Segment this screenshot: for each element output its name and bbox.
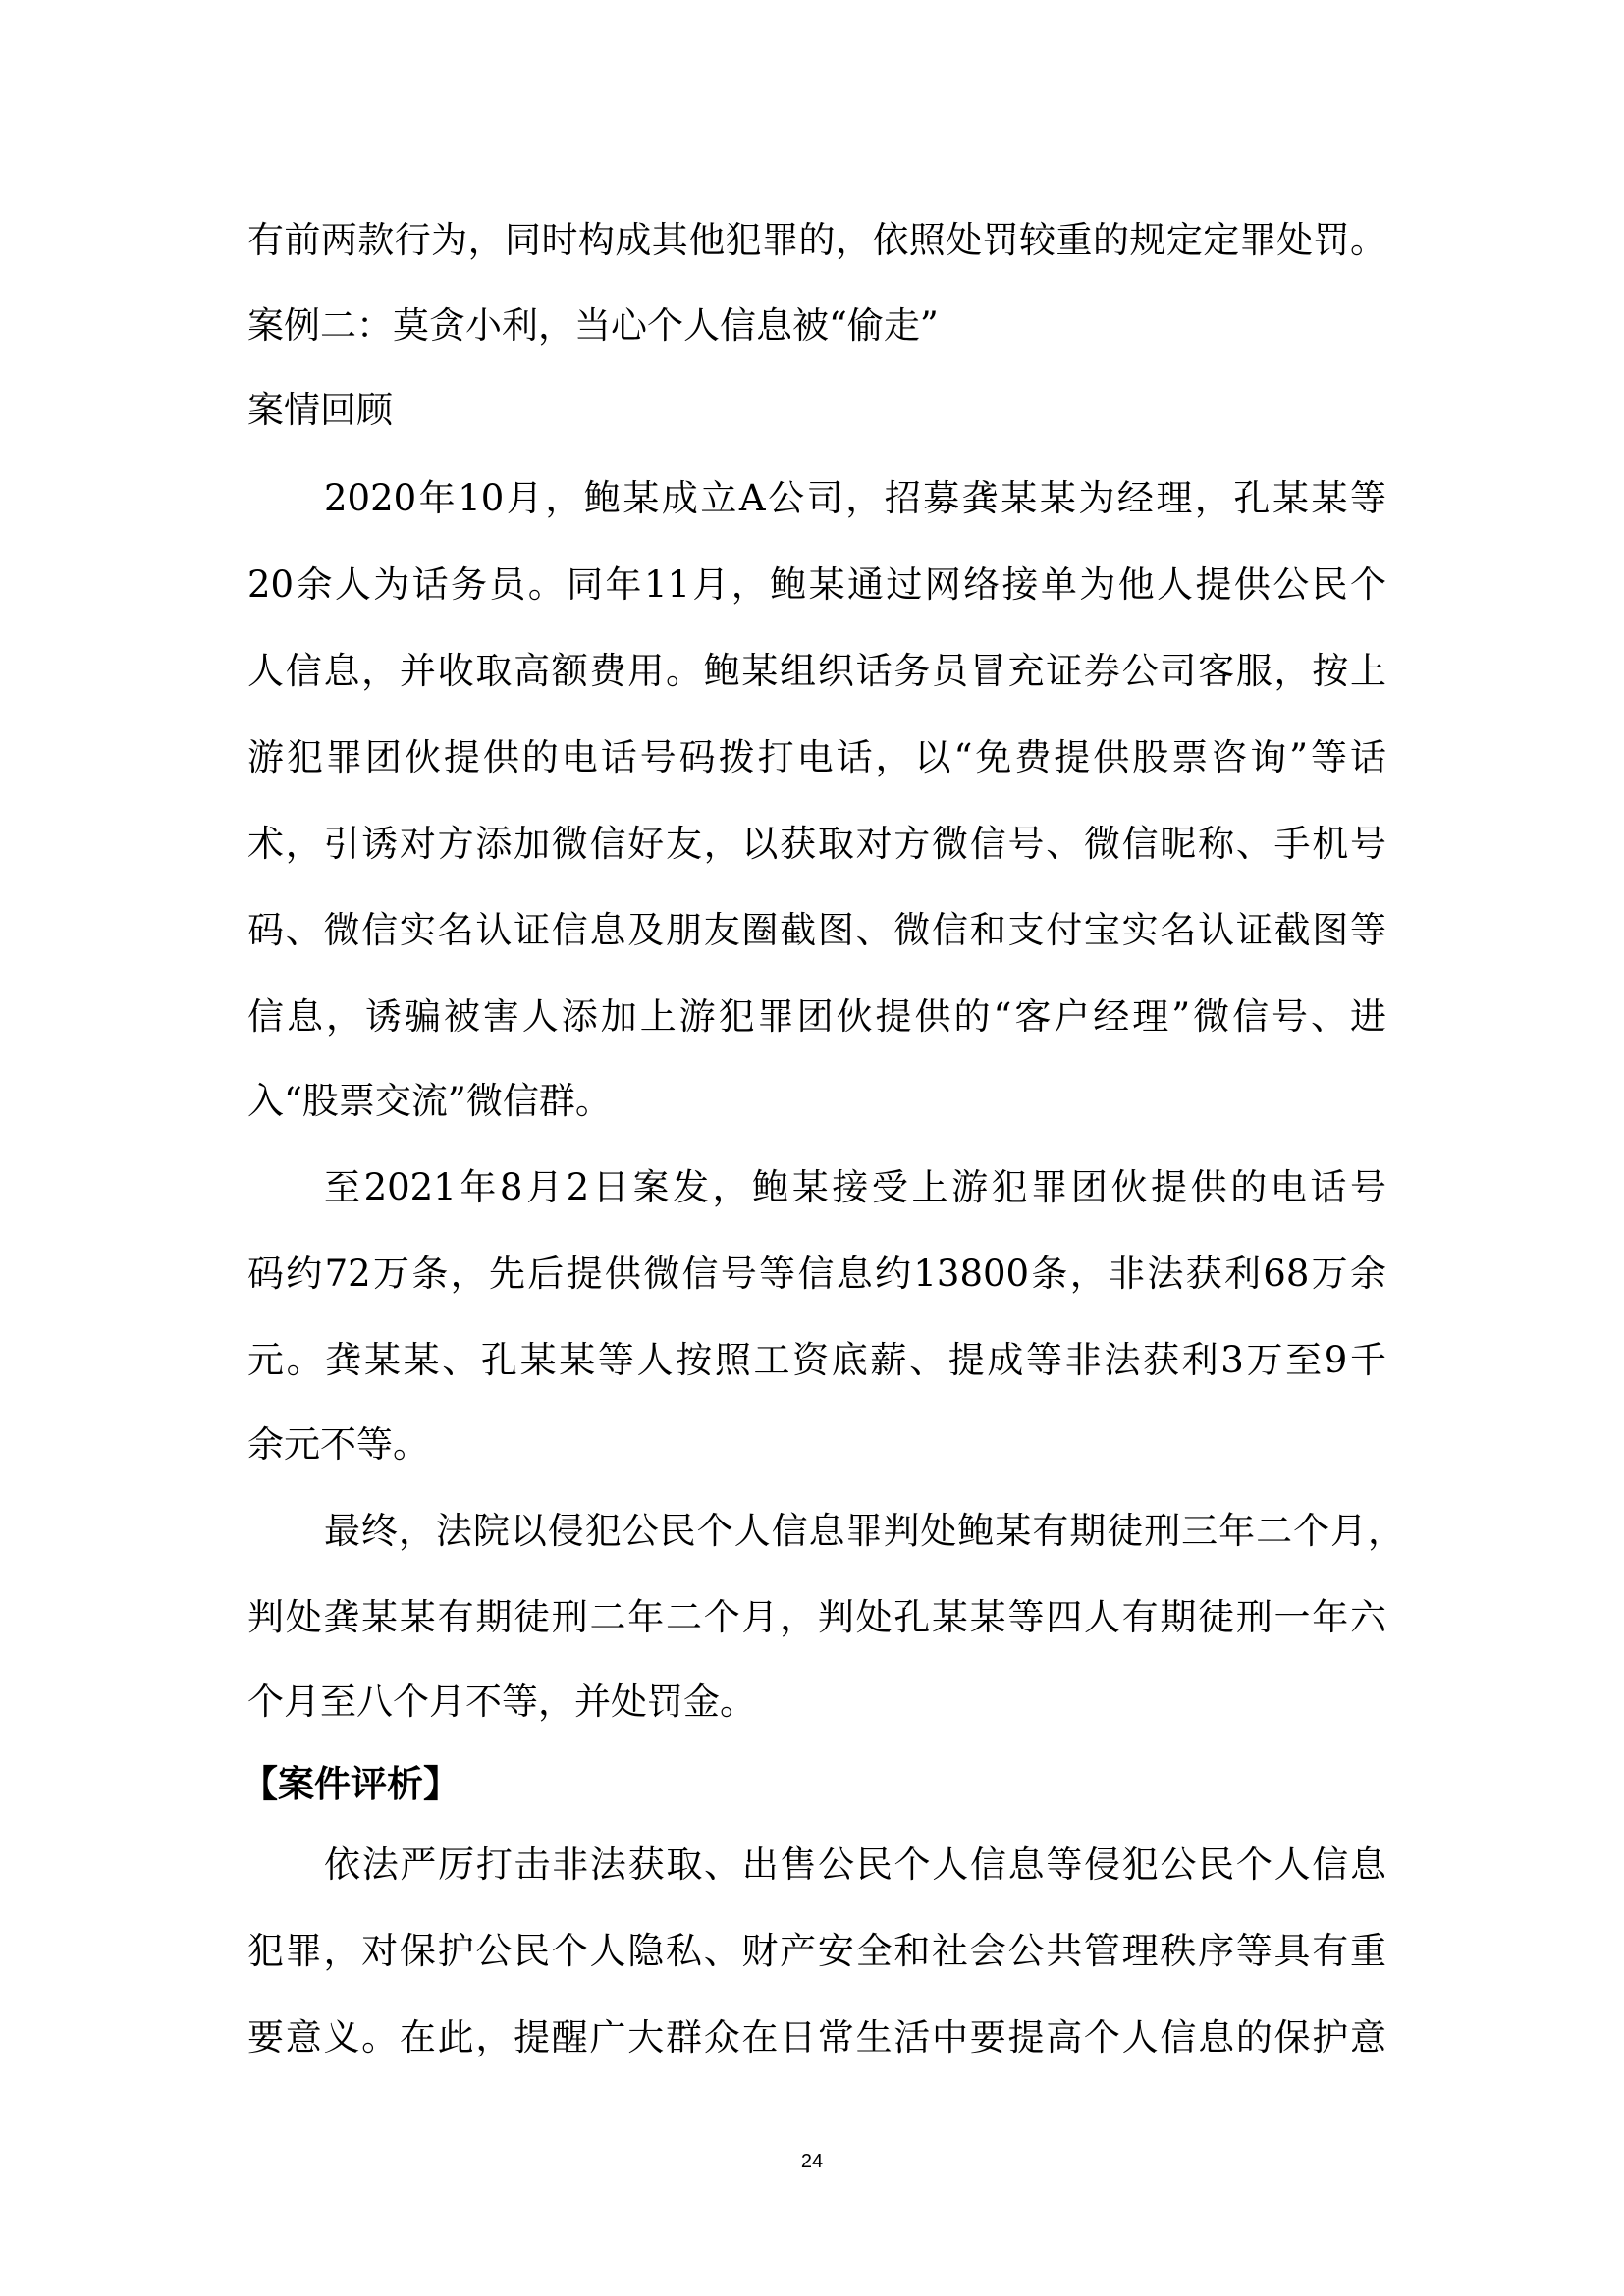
paragraph-line: 个月至八个月不等，并处罚金。 (247, 1681, 756, 1723)
paragraph-line: 最终，法院以侵犯公民个人信息罪判处鲍某有期徒刑三年二个月， (324, 1510, 1404, 1552)
paragraph-line: 人信息，并收取高额费用。鲍某组织话务员冒充证券公司客服，按上 (247, 650, 1386, 692)
intro-line: 有前两款行为，同时构成其他犯罪的，依照处罚较重的规定定罪处罚。 (247, 219, 1386, 261)
paragraph-line: 20余人为话务员。同年11月，鲍某通过网络接单为他人提供公民个 (247, 563, 1386, 606)
paragraph-line: 犯罪，对保护公民个人隐私、财产安全和社会公共管理秩序等具有重 (247, 1930, 1386, 1972)
analysis-heading: 【案件评析】 (242, 1763, 460, 1805)
paragraph-line: 2020年10月，鲍某成立A公司，招募龚某某为经理，孔某某等 (324, 477, 1386, 519)
paragraph-line: 术，引诱对方添加微信好友，以获取对方微信号、微信昵称、手机号 (247, 823, 1386, 865)
paragraph-line: 依法严厉打击非法获取、出售公民个人信息等侵犯公民个人信息 (324, 1843, 1386, 1886)
paragraph-line: 元。龚某某、孔某某等人按照工资底薪、提成等非法获利3万至9千 (247, 1339, 1386, 1381)
paragraph-line: 至2021年8月2日案发，鲍某接受上游犯罪团伙提供的电话号 (324, 1166, 1386, 1208)
paragraph-line: 入“股票交流”微信群。 (247, 1080, 612, 1122)
case-title: 案例二：莫贪小利，当心个人信息被“偷走” (247, 304, 939, 347)
paragraph-line: 码、微信实名认证信息及朋友圈截图、微信和支付宝实名认证截图等 (247, 909, 1386, 951)
paragraph-line: 判处龚某某有期徒刑二年二个月，判处孔某某等四人有期徒刑一年六 (247, 1596, 1386, 1638)
paragraph-line: 信息，诱骗被害人添加上游犯罪团伙提供的“客户经理”微信号、进 (247, 995, 1386, 1038)
paragraph-line: 游犯罪团伙提供的电话号码拨打电话，以“免费提供股票咨询”等话 (247, 736, 1386, 778)
paragraph-line: 码约72万条，先后提供微信号等信息约13800条，非法获利68万余 (247, 1253, 1386, 1295)
paragraph-line: 要意义。在此，提醒广大群众在日常生活中要提高个人信息的保护意 (247, 2016, 1386, 2058)
paragraph-line: 余元不等。 (247, 1423, 429, 1466)
review-heading: 案情回顾 (247, 389, 393, 431)
page-number: 24 (800, 2151, 824, 2172)
